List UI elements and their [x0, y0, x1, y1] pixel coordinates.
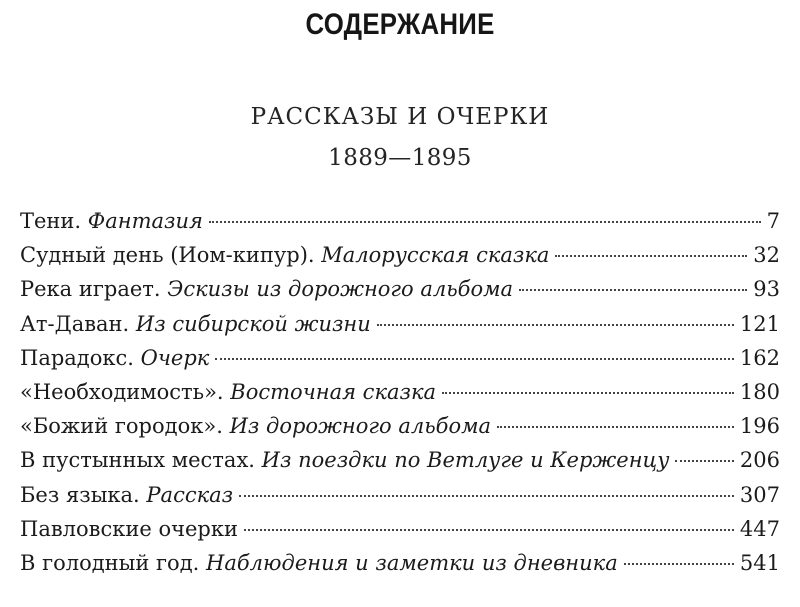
section-title: РАССКАЗЫ И ОЧЕРКИ	[250, 104, 550, 130]
toc-entry-subtitle: Рассказ	[146, 482, 234, 507]
toc-entry-page: 196	[739, 414, 780, 439]
toc-entry	[20, 341, 780, 375]
toc-entry	[20, 409, 780, 443]
dot-leader	[244, 529, 734, 531]
dot-leader	[377, 324, 734, 326]
dot-leader	[239, 495, 734, 497]
toc-entry	[20, 307, 780, 341]
toc-entry-page: 307	[739, 482, 780, 507]
toc-entry-page: 206	[739, 448, 780, 473]
toc-entry-page: 121	[739, 311, 780, 336]
toc-entry-page: 32	[753, 243, 780, 268]
section-years: 1889—1895	[328, 145, 472, 171]
toc-entry-page: 447	[739, 516, 780, 541]
toc-entry-subtitle: Наблюдения и заметки из дневника	[206, 550, 618, 575]
dot-leader	[624, 563, 734, 565]
toc-entry-title: Река играет. Эскизы из дорожного альбома	[20, 277, 514, 302]
toc-entry-page: 541	[739, 550, 780, 575]
toc-entry-title: Тени. Фантазия	[20, 209, 203, 233]
toc-entry-title: Парадокс. Очерк	[20, 345, 210, 370]
toc-entry	[20, 443, 780, 477]
toc-entry-subtitle: Восточная сказка	[230, 379, 437, 404]
table-of-contents	[20, 204, 780, 580]
dot-leader	[497, 426, 734, 428]
toc-entry-title: «Необходимость». Восточная сказка	[20, 379, 437, 404]
toc-entry-subtitle: Фантазия	[87, 209, 203, 233]
toc-entry-title: Ат-Даван. Из сибирской жизни	[20, 311, 371, 336]
toc-entry-subtitle: Очерк	[140, 345, 210, 370]
toc-entry	[20, 204, 780, 238]
toc-entry	[20, 272, 780, 306]
dot-leader	[519, 289, 747, 291]
dot-leader	[209, 221, 761, 223]
toc-entry-title: «Божий городок». Из дорожного альбома	[20, 414, 492, 439]
toc-entry	[20, 546, 780, 580]
toc-entry	[20, 478, 780, 512]
toc-entry-title: Без языка. Рассказ	[20, 482, 234, 507]
toc-entry-subtitle: Из сибирской жизни	[135, 311, 371, 336]
toc-entry-subtitle: Эскизы из дорожного альбома	[167, 277, 514, 302]
toc-entry-title: В пустынных местах. Из поездки по Ветлуге и Керженцу	[20, 448, 670, 473]
toc-entry-page: 7	[766, 209, 780, 233]
toc-entry-page: 93	[753, 277, 780, 302]
toc-entry-title: Павловские очерки	[20, 516, 238, 541]
toc-entry	[20, 375, 780, 409]
toc-entry-subtitle: Из поездки по Ветлуге и Керженцу	[261, 448, 670, 473]
dot-leader	[215, 358, 734, 360]
page-title: СОДЕРЖАНИЕ	[305, 8, 495, 41]
toc-entry	[20, 512, 780, 546]
toc-entry	[20, 238, 780, 272]
toc-entry-page: 180	[739, 379, 780, 404]
toc-entry-title: Судный день (Иом-кипур). Малорусская сказка	[20, 243, 550, 268]
dot-leader	[555, 255, 747, 257]
toc-entry-subtitle: Из дорожного альбома	[229, 414, 492, 439]
dot-leader	[442, 392, 734, 394]
toc-entry-subtitle: Малорусская сказка	[321, 243, 550, 268]
toc-entry-page: 162	[739, 345, 780, 370]
toc-entry-title: В голодный год. Наблюдения и заметки из дневника	[20, 550, 618, 575]
dot-leader	[675, 460, 734, 462]
